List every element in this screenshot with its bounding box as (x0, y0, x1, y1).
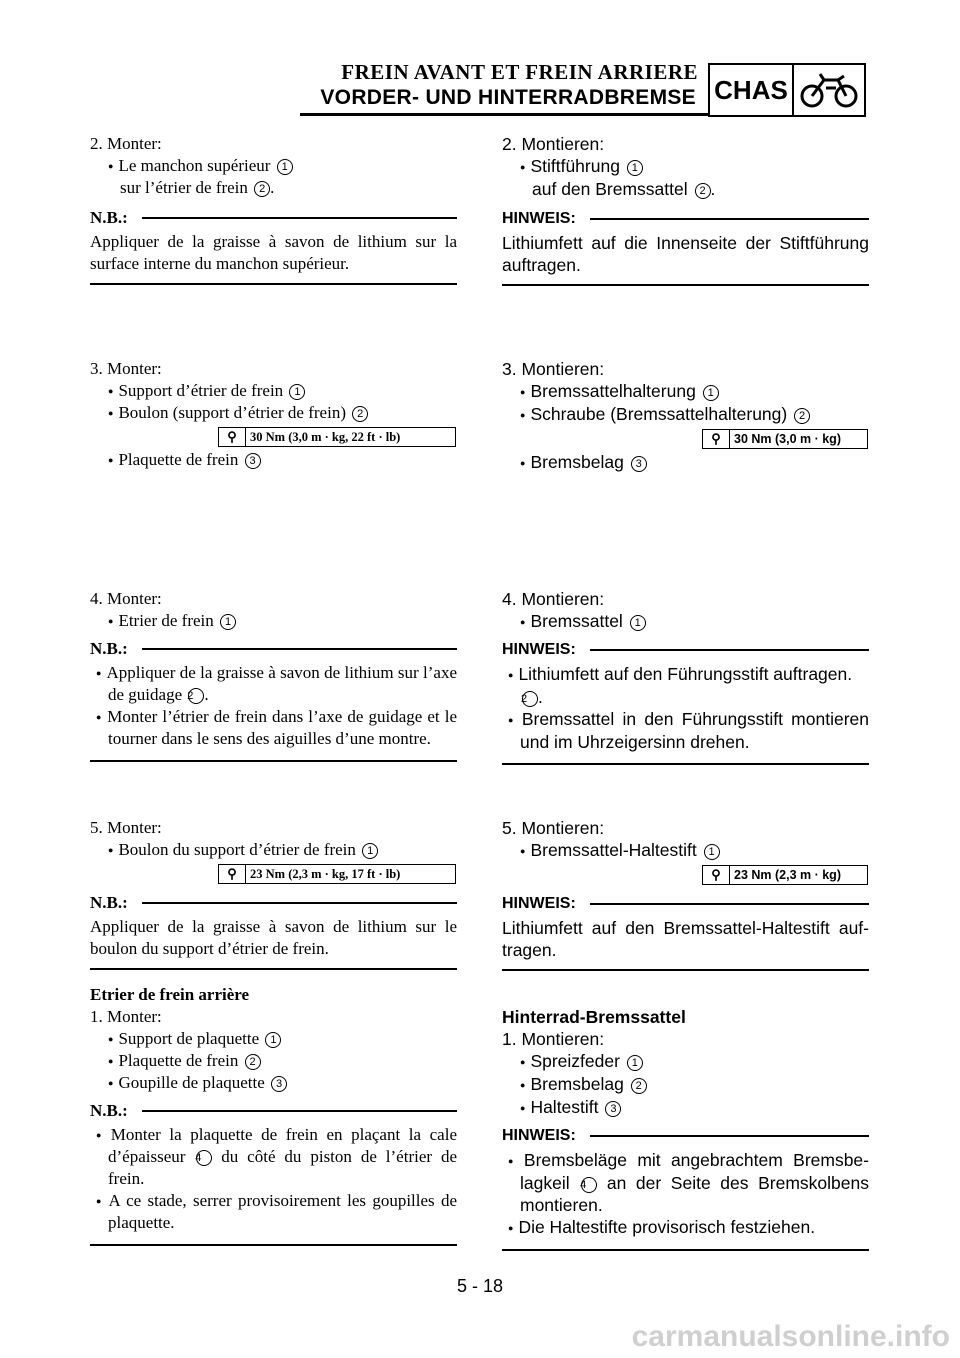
wrench-icon: ⚲ (219, 428, 246, 446)
list-item: ● Haltestift 3 (502, 1096, 869, 1119)
header-rule (300, 113, 708, 116)
header-title-fr: FREIN AVANT ET FREIN ARRIERE (341, 60, 698, 84)
note-item: ● A ce stade, serrer provisoirement les goupilles de plaquette. (90, 1190, 457, 1234)
note-item: ● Bremsbeläge mit angebrachtem Bremsbe-lagkeil 4 an der Seite des Bremskolbens montieren. (502, 1149, 869, 1216)
list-item: ● Bremsbelag 2 (502, 1073, 869, 1096)
de-step5 (502, 817, 869, 971)
section-title: Etrier de frein arrière (90, 985, 250, 1004)
note-end-rule (90, 760, 457, 762)
note-text: Lithiumfett auf den Bremssattel-Haltestift auf-tragen. (502, 918, 869, 960)
list-item-continued: sur l’étrier de frein 2 . (120, 178, 275, 197)
left-column (90, 133, 458, 1232)
list-item: ● Plaquette de frein 2 (90, 1050, 457, 1072)
de-step2 (502, 133, 869, 286)
torque-spec: ⚲ 23 Nm (2,3 m · kg, 17 ft · lb) (218, 864, 456, 884)
note-item: ● Monter l’étrier de frein dans l’axe de guidage et le tourner dans le sens des aiguilles d’une montre. (90, 706, 457, 750)
note-end-rule (502, 284, 869, 286)
watermark: carmanualsonline.info (631, 1320, 950, 1353)
note-heading: N.B.: (90, 207, 457, 229)
right-column (502, 133, 869, 1237)
fr-step5 (90, 817, 457, 970)
note-end-rule (502, 969, 869, 971)
list-item-continued: auf den Bremssattel 2 . (532, 179, 716, 199)
torque-spec: ⚲ 23 Nm (2,3 m · kg) (702, 865, 868, 885)
list-item: ● Spreizfeder 1 (502, 1050, 869, 1073)
list-item: ● Bremsbelag 3 (502, 451, 869, 474)
fr-rear-caliper (90, 984, 457, 1246)
note-item: ● Lithiumfett auf den Führungsstift auftragen. 2 . (502, 663, 869, 708)
section-tag: CHAS (710, 65, 794, 115)
wrench-icon: ⚲ (703, 866, 730, 884)
step-heading: 5. Monter: (90, 818, 162, 837)
note-heading: HINWEIS: (502, 208, 869, 230)
wrench-icon: ⚲ (703, 430, 730, 448)
note-heading: HINWEIS: (502, 893, 869, 915)
note-item: ● Appliquer de la graisse à savon de lithium sur l’axe de guidage 2 . (90, 662, 457, 706)
note-heading: HINWEIS: (502, 1125, 869, 1147)
step-heading: 4. Monter: (90, 589, 162, 608)
note-heading: HINWEIS: (502, 639, 869, 661)
step-heading: 4. Montieren: (502, 589, 605, 609)
fr-step3 (90, 358, 457, 471)
step-heading: 3. Monter: (90, 359, 162, 378)
note-end-rule (502, 1249, 869, 1251)
fr-step2 (90, 133, 457, 285)
step-heading: 1. Monter: (90, 1007, 162, 1026)
note-end-rule (90, 1244, 457, 1246)
fr-step4 (90, 588, 457, 762)
de-rear-caliper (502, 1006, 869, 1251)
list-item: ● Le manchon supérieur 1 (90, 155, 457, 177)
wrench-icon: ⚲ (219, 865, 246, 883)
section-title: Hinterrad-Bremssattel (502, 1007, 686, 1027)
note-item: ● Die Haltestifte provisorisch festziehen. (502, 1216, 869, 1239)
torque-spec: ⚲ 30 Nm (3,0 m · kg) (702, 429, 868, 449)
note-end-rule (90, 968, 457, 970)
step-heading: 1. Montieren: (502, 1029, 605, 1049)
list-item: ● Bremssattel 1 (502, 610, 869, 633)
page-number: 5 - 18 (456, 1276, 504, 1296)
list-item: ● Bremssattelhalterung 1 (502, 380, 869, 403)
note-text: Appliquer de la graisse à savon de lithium sur la surface interne du manchon supérieur. (90, 232, 457, 273)
de-step3 (502, 358, 869, 474)
list-item: ● Boulon du support d’étrier de frein 1 (90, 839, 457, 861)
note-text: Appliquer de la graisse à savon de lithium sur le boulon du support d’étrier de frein. (90, 917, 457, 958)
note-item: ● Bremssattel in den Führungsstift montieren und im Uhrzeigersinn drehen. (502, 708, 869, 753)
list-item: ● Boulon (support d’étrier de frein) 2 (90, 402, 457, 424)
list-item: ● Goupille de plaquette 3 (90, 1072, 457, 1094)
note-item: ● Monter la plaquette de frein en plaçant la cale d’épaisseur 4 du côté du piston de l’étrier de frein. (90, 1124, 457, 1190)
list-item: ● Bremssattel-Haltestift 1 (502, 839, 869, 862)
note-text: Lithiumfett auf die Innenseite der Stiftführung auftragen. (502, 233, 869, 275)
list-item: ● Stiftführung 1 (502, 155, 869, 178)
note-heading: N.B.: (90, 1100, 457, 1122)
torque-spec: ⚲ 30 Nm (3,0 m · kg, 22 ft · lb) (218, 427, 456, 447)
step-heading: 2. Monter: (90, 134, 162, 153)
motorcycle-icon (794, 65, 864, 115)
de-step4 (502, 588, 869, 765)
step-heading: 2. Montieren: (502, 134, 605, 154)
list-item: ● Support d’étrier de frein 1 (90, 380, 457, 402)
list-item: ● Schraube (Bremssattelhalterung) 2 (502, 403, 869, 426)
section-tag-box (708, 63, 866, 117)
step-heading: 5. Montieren: (502, 818, 605, 838)
note-end-rule (90, 283, 457, 285)
list-item: ● Support de plaquette 1 (90, 1028, 457, 1050)
note-heading: N.B.: (90, 638, 457, 660)
note-end-rule (502, 763, 869, 765)
header-title-de: VORDER- UND HINTERRADBREMSE (320, 86, 696, 109)
list-item: ● Etrier de frein 1 (90, 610, 457, 632)
note-heading: N.B.: (90, 892, 457, 914)
step-heading: 3. Montieren: (502, 359, 605, 379)
list-item: ● Plaquette de frein 3 (90, 449, 457, 471)
